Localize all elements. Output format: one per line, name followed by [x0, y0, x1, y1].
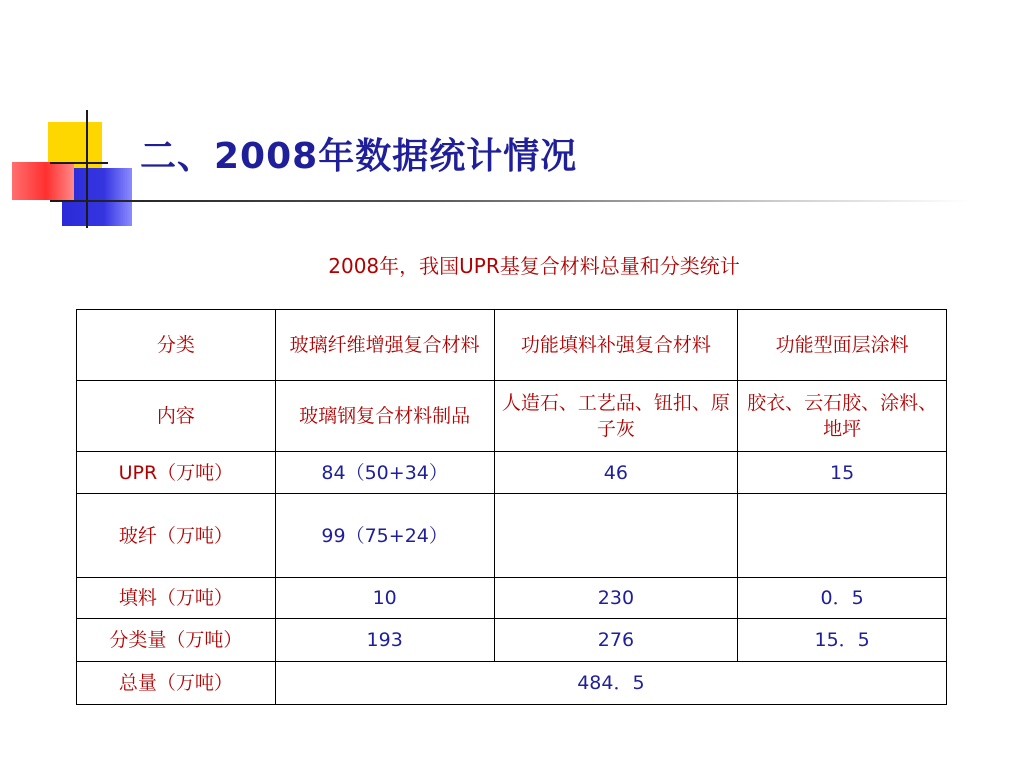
subtotal-glass-fiber: 193 [275, 619, 494, 662]
row-label-subtotal: 分类量（万吨） [77, 619, 276, 662]
row-label-category: 分类 [77, 310, 276, 381]
subtotal-filler: 276 [494, 619, 738, 662]
filler-filler: 230 [494, 578, 738, 619]
table-row-category [77, 310, 947, 381]
row-label-total: 总量（万吨） [77, 662, 276, 705]
statistics-table [76, 309, 947, 705]
table-caption: 2008年，我国UPR基复合材料总量和分类统计 [328, 254, 740, 278]
table-row-subtotal [77, 619, 947, 662]
content-glass-fiber: 玻璃钢复合材料制品 [275, 381, 494, 452]
title-underline [50, 200, 970, 202]
fiber-filler [494, 494, 738, 578]
decor-vertical-line [86, 110, 88, 228]
fiber-glass-fiber: 99（75+24） [275, 494, 494, 578]
category-coating: 功能型面层涂料 [738, 310, 947, 381]
table-row-content [77, 381, 947, 452]
upr-glass-fiber: 84（50+34） [275, 452, 494, 494]
content-coating: 胶衣、云石胶、涂料、地坪 [738, 381, 947, 452]
slide-title: 二、2008年数据统计情况 [140, 136, 578, 177]
table-row-filler [77, 578, 947, 619]
upr-filler: 46 [494, 452, 738, 494]
table-row-upr [77, 452, 947, 494]
decor-short-line [50, 162, 108, 164]
category-filler: 功能填料补强复合材料 [494, 310, 738, 381]
total-value: 484．5 [275, 662, 946, 705]
category-glass-fiber: 玻璃纤维增强复合材料 [275, 310, 494, 381]
table-row-fiber [77, 494, 947, 578]
subtotal-coating: 15．5 [738, 619, 947, 662]
row-label-content: 内容 [77, 381, 276, 452]
table-row-total [77, 662, 947, 705]
content-filler: 人造石、工艺品、钮扣、原子灰 [494, 381, 738, 452]
fiber-coating [738, 494, 947, 578]
row-label-filler: 填料（万吨） [77, 578, 276, 619]
decor-red-square [12, 162, 74, 200]
filler-glass-fiber: 10 [275, 578, 494, 619]
row-label-fiber: 玻纤（万吨） [77, 494, 276, 578]
filler-coating: 0．5 [738, 578, 947, 619]
row-label-upr: UPR（万吨） [77, 452, 276, 494]
upr-coating: 15 [738, 452, 947, 494]
